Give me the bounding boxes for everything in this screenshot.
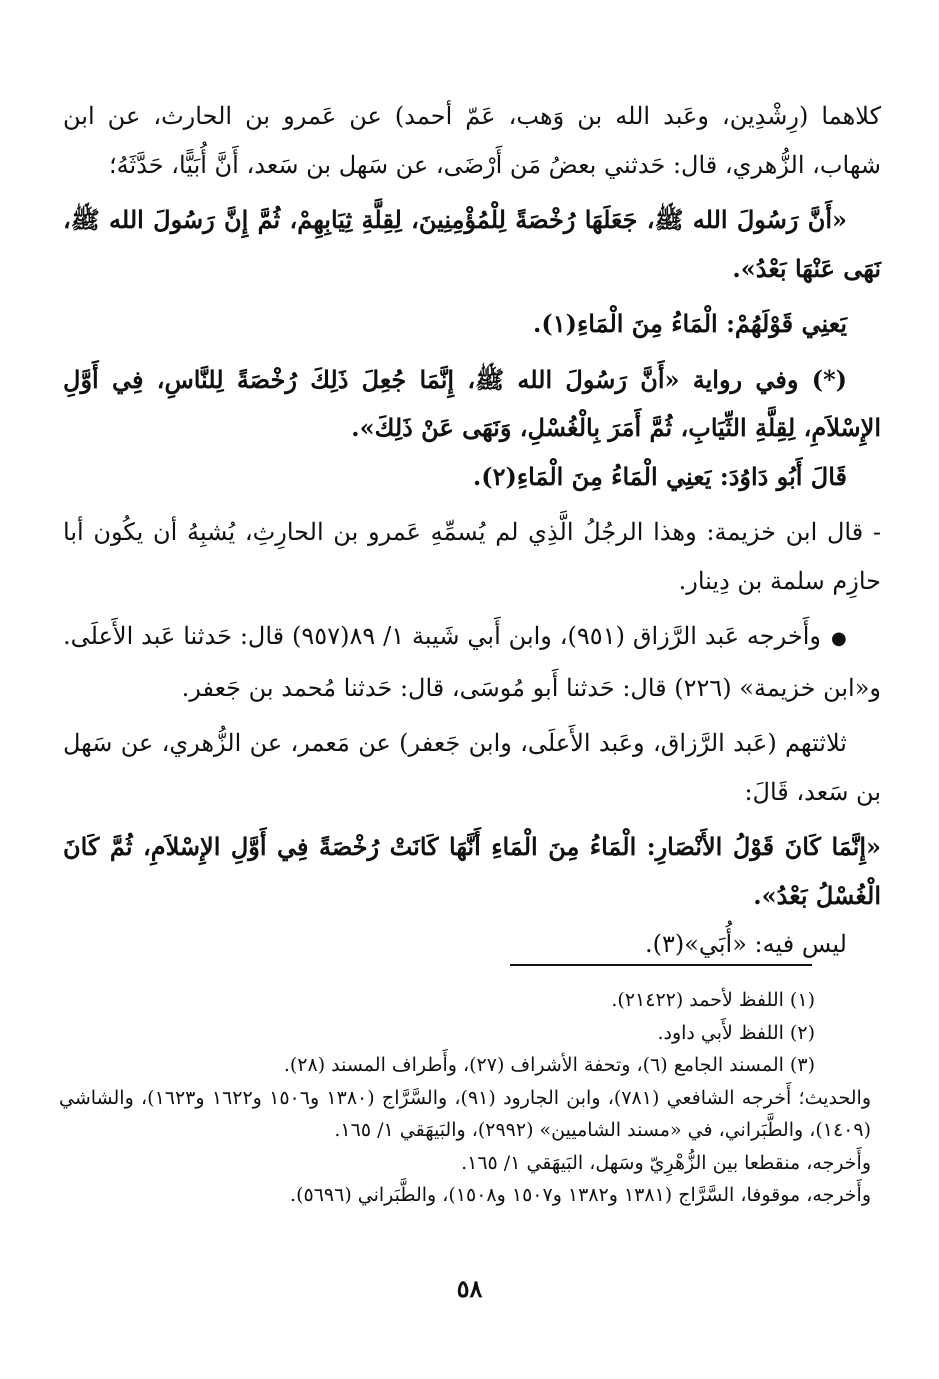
chain-paragraph: ثلاثتهم (عَبد الرَّزاق، وعَبد الأَعلَى، وابن جَعفر) عن مَعمر، عن الزُّهري، عن سَهل بن سَعد، قَالَ: (63, 729, 881, 806)
footnote-1: (١) اللفظ لأحمد (٢١٤٢٢). (611, 989, 815, 1011)
hadith-text-2: «إِنَّمَا كَانَ قَوْلُ الأَنْصَارِ: الْمَاءُ مِنَ الْمَاءِ أَنَّهَا كَانَتْ رُخْصَةً فِي أَوَّلِ الإِسْلاَمِ، ثُمَّ كَانَ الْغُسْلُ بَعْدُ». (63, 832, 881, 910)
footnotes (59, 984, 871, 1212)
takhrij-paragraph (63, 612, 881, 712)
footnote-2: (٢) اللفظ لأَبي داود. (657, 1021, 815, 1044)
main-text (63, 92, 881, 969)
abu-dawud-note: قَالَ أَبُو دَاوُدَ: يَعنِي الْمَاءُ مِنَ الْمَاءِ(٢). (472, 461, 847, 491)
explanation-line: يَعنِي قَوْلَهُمْ: الْمَاءُ مِنَ الْمَاءِ(١). (533, 309, 847, 338)
paragraph-chain: كلاهما (رِشْدِين، وعَبد الله بن وَهب، عَمّ أحمد) عن عَمرو بن الحارث، عن ابن شهاب، الزُّهري، قال: حَدثني بعضُ مَن أَرْضَى، عن سَهل بن سَعد، أَنَّ أُبَيًّا، حَدَّثَهُ؛ (63, 102, 881, 179)
variant-narration: (*) وفي رواية «أَنَّ رَسُولَ الله ﷺ، إِنَّمَا جُعِلَ ذَلِكَ رُخْصَةً لِلنَّاسِ، فِي أَوَّلِ الإِسْلاَمِ، لِقِلَّةِ الثِّيَابِ، ثُمَّ أَمَرَ بِالْغُسْلِ، وَنَهَى عَنْ ذَلِكَ». (63, 364, 881, 442)
footnote-divider (510, 964, 812, 966)
note-line: ليس فيه: «أُبَي»(٣). (644, 930, 847, 958)
footnote-3-detail-a: والحديث؛ أَخرجه الشافعي (٧٨١)، وابن الجارود (٩١)، والسَّرَّاج (١٣٨٠ و١٥٠٦ و١٦٢٢ و١٦٢٣)، والشاشي (١٤٠٩)، والطَّبَراني، في «مسند الشاميين» (٢٩٩٢)، والبَيهَقي ١/ ١٦٥. (59, 1086, 871, 1141)
page-number: ٥٨ (456, 1274, 483, 1303)
bullet-icon: ● (830, 628, 847, 649)
footnote-3-detail-c: وأَخرجه، موقوفا، السَّرَّاج (١٣٨١ و١٣٨٢ و١٥٠٧ و١٥٠٨)، والطَّبَراني (٥٦٩٦). (290, 1184, 871, 1206)
ibn-khuzaymah-comment: - قال ابن خزيمة: وهذا الرجُلُ الَّذِي لم يُسمِّهِ عَمرو بن الحارِثِ، يُشبِهُ أن يكُون أبا حازِم سلمة بن دِينار. (63, 518, 881, 595)
footnote-3-detail-b: وأَخرجه، منقطعا بين الزُّهْرِيّ وسَهل، البَيهَقي ١/ ١٦٥. (461, 1151, 871, 1174)
footnote-3: (٣) المسند الجامع (٦)، وتحفة الأشراف (٢٧)، وأَطراف المسند (٢٨). (283, 1054, 815, 1076)
hadith-text: «أَنَّ رَسُولَ الله ﷺ، جَعَلَهَا رُخْصَةً لِلْمُؤْمِنِينَ، لِقِلَّةِ ثِيَابِهِمْ، ثُمَّ إِنَّ رَسُولَ الله ﷺ، نَهَى عَنْهَا بَعْدُ». (63, 205, 881, 283)
takhrij-text: وأَخرجه عَبد الرَّزاق (٩٥١)، وابن أَبي شَيبة ١/ ٨٩(٩٥٧) قال: حَدثنا عَبد الأَعلَى. و«ابن خزيمة» (٢٢٦) قال: حَدثنا أَبو مُوسَى، قال: حَدثنا مُحمد بن جَعفر. (63, 622, 881, 702)
